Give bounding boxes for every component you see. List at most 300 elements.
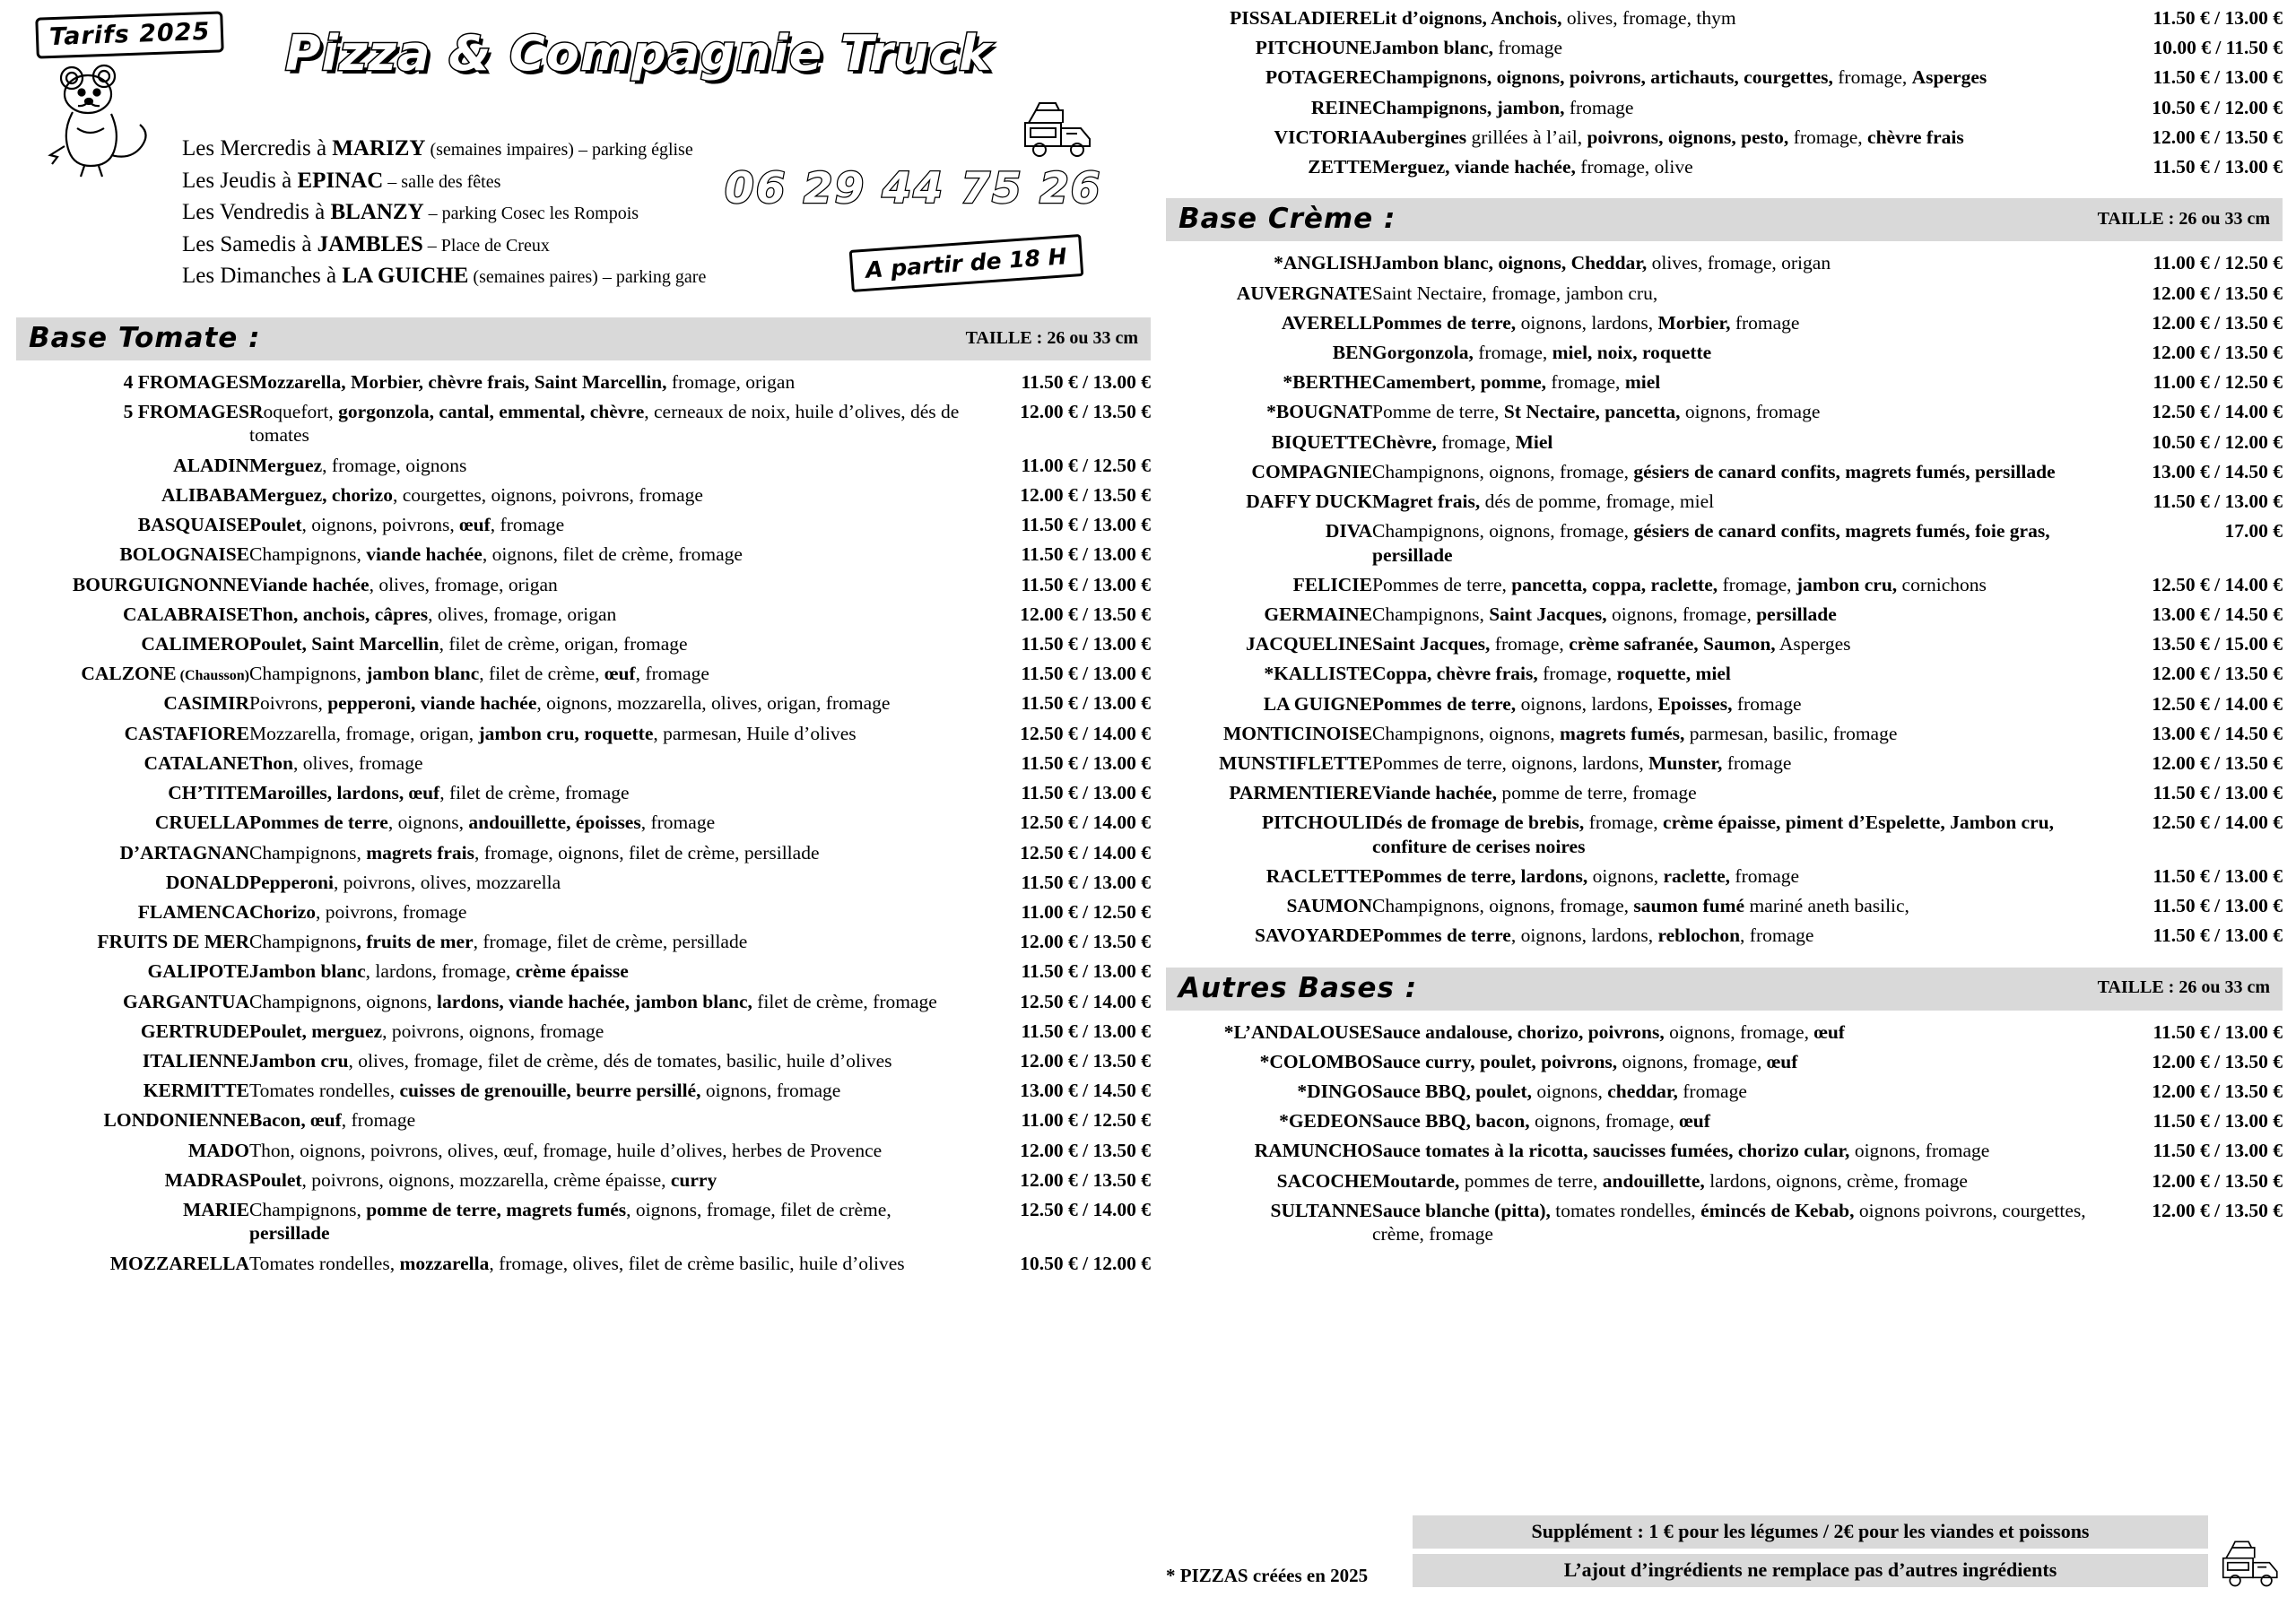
menu-item-name: *ANGLISH xyxy=(1274,252,1372,274)
schedule-item xyxy=(182,165,706,197)
menu-item-name: REINE xyxy=(1310,96,1372,118)
menu-item-name: ZETTE xyxy=(1308,156,1372,178)
section-title: Autres Bases : xyxy=(1178,971,1418,1004)
menu-item-name: ALIBABA xyxy=(161,483,249,506)
food-truck-icon-footer xyxy=(2215,1525,2287,1593)
menu-item-price: 12.50 € / 14.00 € xyxy=(2152,812,2283,834)
menu-item-price: 13.00 € / 14.50 € xyxy=(1020,1080,1151,1102)
menu-item-name: ALADIN xyxy=(173,454,249,476)
menu-item-price: 13.00 € / 14.50 € xyxy=(2152,722,2283,744)
menu-item-price: 12.00 € / 13.50 € xyxy=(1020,1050,1151,1072)
menu-item-name: *COLOMBO xyxy=(1259,1050,1372,1072)
menu-row xyxy=(1166,281,2283,310)
mouse-mascot-icon xyxy=(32,56,185,178)
menu-item-name: PARMENTIERE xyxy=(1229,782,1372,804)
menu-row xyxy=(1166,1108,2283,1138)
footer xyxy=(1166,1515,2287,1593)
menu-item-description: Pommes de terre, oignons, lardons, Morbier, fromage xyxy=(1372,311,1800,334)
schedule-note: (semaines paires) xyxy=(468,267,598,287)
menu-item-name: BASQUAISE xyxy=(137,514,249,536)
schedule-day: Les Jeudis à xyxy=(182,168,298,193)
menu-item-price: 11.50 € / 13.00 € xyxy=(1021,692,1151,715)
menu-item-price: 11.50 € / 13.00 € xyxy=(2152,864,2283,887)
menu-item-name: GERTRUDE xyxy=(140,1020,249,1042)
menu-row xyxy=(1166,310,2283,340)
menu-row xyxy=(1166,1020,2283,1049)
menu-item-description: Poulet, merguez, poivrons, oignons, fromage xyxy=(249,1020,604,1042)
menu-row xyxy=(16,1048,1151,1078)
menu-row xyxy=(16,1197,1151,1250)
menu-item-name: LA GUIGNE xyxy=(1263,692,1372,715)
menu-row xyxy=(1166,1198,2283,1251)
menu-item-price: 12.50 € / 14.00 € xyxy=(1020,812,1151,834)
menu-row xyxy=(16,1019,1151,1048)
menu-item-description: Bacon, œuf, fromage xyxy=(249,1109,416,1132)
menu-row xyxy=(16,1167,1151,1197)
menu-item-name: ITALIENNE xyxy=(142,1050,249,1072)
menu-item-name: FELICIE xyxy=(1292,573,1372,595)
menu-item-price: 11.50 € / 13.00 € xyxy=(2152,7,2283,29)
menu-item-name: CASTAFIORE xyxy=(124,722,249,744)
menu-item-description: Sauce BBQ, bacon, oignons, fromage, œuf xyxy=(1372,1110,1710,1133)
menu-item-name: GARGANTUA xyxy=(123,990,249,1012)
menu-item-description: Merguez, chorizo, courgettes, oignons, poivrons, fromage xyxy=(249,483,703,506)
menu-row xyxy=(16,631,1151,661)
menu-item-name: MOZZARELLA xyxy=(109,1252,249,1274)
menu-row xyxy=(1166,864,2283,893)
menu-item-name: *BOUGNAT xyxy=(1266,401,1372,423)
schedule-day: Les Mercredis à xyxy=(182,136,333,161)
menu-table-base-tomate xyxy=(16,369,1151,1280)
menu-item-name: MONTICINOISE xyxy=(1222,722,1372,744)
menu-row xyxy=(1166,340,2283,369)
menu-item-price: 12.00 € / 13.50 € xyxy=(1020,603,1151,625)
menu-row xyxy=(1166,780,2283,810)
menu-item-price: 11.50 € / 13.00 € xyxy=(2152,1140,2283,1162)
menu-item-price: 11.50 € / 13.00 € xyxy=(1021,371,1151,393)
menu-item-description: Sauce tomates à la ricotta, saucisses fumées, chorizo cular, oignons, fromage xyxy=(1372,1140,1990,1162)
menu-row xyxy=(1166,489,2283,518)
schedule-note2: – parking gare xyxy=(597,267,707,287)
section-banner-base-creme xyxy=(1166,198,2283,241)
menu-item-description: Jambon blanc, lardons, fromage, crème épaisse xyxy=(249,960,629,983)
menu-row xyxy=(16,1251,1151,1280)
menu-item-name: PITCHOUNE xyxy=(1255,37,1372,59)
menu-item-name: CASIMIR xyxy=(163,692,249,715)
menu-item-name: FLAMENCA xyxy=(137,900,249,923)
menu-row xyxy=(1166,631,2283,661)
menu-row xyxy=(16,661,1151,690)
menu-item-description: Pommes de terre, oignons, lardons, Munster, fromage xyxy=(1372,752,1792,775)
menu-item-price: 11.50 € / 13.00 € xyxy=(2152,895,2283,917)
menu-item-name: DONALD xyxy=(165,871,249,893)
menu-item-description: Pommes de terre, oignons, lardons, Epoisses, fromage xyxy=(1372,692,1802,715)
menu-row xyxy=(16,959,1151,988)
schedule-place: EPINAC xyxy=(297,168,384,193)
menu-item-description: Mozzarella, Morbier, chèvre frais, Saint Marcellin, fromage, origan xyxy=(249,371,796,393)
menu-row xyxy=(16,482,1151,512)
tarifs-badge: Tarifs 2025 xyxy=(35,11,224,58)
menu-item-description: Pepperoni, poivrons, olives, mozzarella xyxy=(249,871,561,893)
menu-table-autres-bases xyxy=(1166,1020,2283,1252)
menu-item-name: AUVERGNATE xyxy=(1236,282,1372,304)
menu-item-description: Saint Jacques, fromage, crème safranée, Saumon, Asperges xyxy=(1372,633,1851,655)
menu-row xyxy=(16,899,1151,929)
menu-item-name: DIVA xyxy=(1325,520,1372,542)
menu-row xyxy=(1166,721,2283,751)
menu-item-description: Champignons, oignons, lardons, viande hachée, jambon blanc, filet de crème, fromage xyxy=(249,990,937,1012)
menu-item-price: 11.50 € / 13.00 € xyxy=(1021,573,1151,595)
menu-row xyxy=(16,989,1151,1019)
menu-item-description: Merguez, fromage, oignons xyxy=(249,454,467,476)
menu-item-price: 12.00 € / 13.50 € xyxy=(1020,931,1151,953)
menu-item-price: 11.00 € / 12.50 € xyxy=(2152,252,2283,274)
menu-item-description: Viande hachée, pomme de terre, fromage xyxy=(1372,782,1697,804)
menu-item-description: Champignons, oignons, poivrons, artichauts, courgettes, fromage, Asperges xyxy=(1372,66,1987,89)
menu-item-description: Pommes de terre, oignons, lardons, reblochon, fromage xyxy=(1372,924,1814,947)
menu-item-price: 11.50 € / 13.00 € xyxy=(1021,751,1151,774)
menu-item-description: Jambon blanc, fromage xyxy=(1372,37,1563,59)
menu-item-description: Thon, oignons, poivrons, olives, œuf, fromage, huile d’olives, herbes de Provence xyxy=(249,1139,883,1161)
schedule-place: BLANZY xyxy=(330,200,424,224)
schedule-note2: – Place de Creux xyxy=(422,235,550,256)
menu-row xyxy=(16,751,1151,780)
menu-item-description: Poulet, Saint Marcellin, filet de crème, origan, fromage xyxy=(249,632,688,655)
menu-item-description: Champignons, oignons, fromage, gésiers de canard confits, magrets fumés, foie gras, persillade xyxy=(1372,520,2050,566)
section-banner-autres-bases xyxy=(1166,968,2283,1011)
schedule-day: Les Dimanches à xyxy=(182,264,343,288)
menu-row xyxy=(16,929,1151,959)
menu-item-description: Maroilles, lardons, œuf, filet de crème, fromage xyxy=(249,782,630,804)
menu-item-name: *BERTHE xyxy=(1283,371,1372,394)
menu-item-price: 11.50 € / 13.00 € xyxy=(1021,1020,1151,1042)
menu-row xyxy=(1166,459,2283,489)
menu-item-name: RAMUNCHO xyxy=(1254,1140,1372,1162)
page-title: Pizza & Compagnie Truck xyxy=(285,25,993,82)
menu-item-price: 11.50 € / 13.00 € xyxy=(1021,514,1151,536)
menu-item-name: FRUITS DE MER xyxy=(97,931,249,953)
menu-item-description: Jambon cru, olives, fromage, filet de crème, dés de tomates, basilic, huile d’olives xyxy=(249,1050,892,1072)
menu-item-price: 12.00 € / 13.50 € xyxy=(2152,663,2283,685)
menu-item-price: 12.00 € / 13.50 € xyxy=(2152,282,2283,304)
menu-item-name: RACLETTE xyxy=(1265,864,1372,887)
menu-item-description: Jambon blanc, oignons, Cheddar, olives, fromage, origan xyxy=(1372,252,1831,274)
menu-table-base-tomate-continued xyxy=(1166,5,2283,184)
menu-item-price: 11.50 € / 13.00 € xyxy=(1021,960,1151,983)
menu-row xyxy=(16,542,1151,571)
menu-row xyxy=(1166,518,2283,571)
menu-item-price: 12.50 € / 14.00 € xyxy=(2152,401,2283,423)
menu-row xyxy=(1166,602,2283,631)
menu-item-name: CALABRAISE xyxy=(123,603,249,625)
menu-row xyxy=(1166,810,2283,863)
menu-item-name: *DINGO xyxy=(1297,1081,1372,1102)
menu-item-name: POTAGERE xyxy=(1265,66,1372,89)
menu-item-name: 5 FROMAGES xyxy=(123,401,249,423)
menu-item-description: Sauce curry, poulet, poivrons, oignons, fromage, œuf xyxy=(1372,1050,1798,1072)
menu-row xyxy=(16,572,1151,602)
menu-row xyxy=(16,399,1151,452)
menu-row xyxy=(1166,1049,2283,1079)
menu-item-price: 10.00 € / 11.50 € xyxy=(2152,37,2283,59)
menu-item-price: 11.50 € / 13.00 € xyxy=(2152,1020,2283,1043)
menu-row xyxy=(1166,661,2283,690)
menu-item-description: Chorizo, poivrons, fromage xyxy=(249,900,467,923)
menu-item-price: 13.00 € / 14.50 € xyxy=(2152,460,2283,482)
menu-item-name: MARIE xyxy=(182,1199,249,1221)
menu-item-name: CH’TITE xyxy=(168,782,249,804)
menu-item-price: 10.50 € / 12.00 € xyxy=(2152,96,2283,118)
menu-item-price: 11.00 € / 12.50 € xyxy=(1021,454,1151,476)
schedule-item xyxy=(182,229,706,261)
menu-item-name: COMPAGNIE xyxy=(1251,460,1372,482)
menu-item-description: Champignons, viande hachée, oignons, filet de crème, fromage xyxy=(249,543,743,566)
menu-item-description: Champignons, Saint Jacques, oignons, fromage, persillade xyxy=(1372,603,1837,625)
schedule-list xyxy=(182,133,706,292)
menu-item-name: MUNSTIFLETTE xyxy=(1219,752,1372,775)
menu-row xyxy=(1166,751,2283,780)
menu-item-description: Pommes de terre, lardons, oignons, raclette, fromage xyxy=(1372,864,1800,887)
menu-item-description: Gorgonzola, fromage, miel, noix, roquette xyxy=(1372,341,1712,363)
menu-item-description: Saint Nectaire, fromage, jambon cru, xyxy=(1372,282,1658,304)
schedule-item xyxy=(182,260,706,292)
food-truck-icon xyxy=(1016,83,1101,164)
schedule-place: JAMBLES xyxy=(317,231,423,256)
menu-item-name: CALIMERO xyxy=(141,632,249,655)
menu-item-price: 13.50 € / 15.00 € xyxy=(2152,633,2283,655)
menu-row xyxy=(16,512,1151,542)
menu-item-name: SACOCHE xyxy=(1276,1169,1372,1192)
menu-item-name: GALIPOTE xyxy=(147,960,249,983)
menu-item-name: BEN xyxy=(1332,341,1372,363)
menu-row xyxy=(16,369,1151,399)
menu-item-name: SAUMON xyxy=(1286,895,1372,917)
menu-item-price: 12.50 € / 14.00 € xyxy=(1020,990,1151,1012)
menu-row xyxy=(1166,95,2283,125)
menu-item-description: Pomme de terre, St Nectaire, pancetta, oignons, fromage xyxy=(1372,401,1821,423)
menu-item-name: PISSALADIERE xyxy=(1230,7,1372,29)
menu-item-description: Pommes de terre, oignons, andouillette, époisses, fromage xyxy=(249,812,716,834)
schedule-item xyxy=(182,133,706,165)
menu-row xyxy=(16,721,1151,751)
menu-item-price: 11.50 € / 13.00 € xyxy=(2152,1110,2283,1133)
menu-item-description: Champignons, fruits de mer, fromage, filet de crème, persillade xyxy=(249,931,748,953)
schedule-item xyxy=(182,196,706,229)
menu-row xyxy=(16,870,1151,899)
menu-item-description: Champignons, oignons, fromage, saumon fumé mariné aneth basilic, xyxy=(1372,895,1909,917)
menu-item-description: Thon, olives, fromage xyxy=(249,751,423,774)
menu-item-price: 12.50 € / 14.00 € xyxy=(1020,722,1151,744)
menu-item-description: Sauce blanche (pitta), tomates rondelles, émincés de Kebab, oignons poivrons, courgettes, crème, fromage xyxy=(1372,1199,2086,1245)
menu-item-price: 11.50 € / 13.00 € xyxy=(2152,490,2283,513)
menu-row xyxy=(1166,572,2283,602)
menu-item-price: 11.00 € / 12.50 € xyxy=(1021,900,1151,923)
menu-item-description: Champignons, magrets frais, fromage, oignons, filet de crème, persillade xyxy=(249,841,820,864)
menu-item-name: SULTANNE xyxy=(1270,1199,1372,1221)
menu-row xyxy=(1166,399,2283,429)
menu-item-name: BOURGUIGNONNE xyxy=(72,573,249,595)
menu-row xyxy=(1166,5,2283,35)
menu-item-price: 11.50 € / 13.00 € xyxy=(2152,924,2283,947)
menu-row xyxy=(16,1078,1151,1107)
left-column xyxy=(16,7,1151,1280)
menu-item-name: DAFFY DUCK xyxy=(1246,490,1372,513)
section-size-label: TAILLE : 26 ou 33 cm xyxy=(965,327,1138,348)
menu-row xyxy=(16,780,1151,810)
menu-row xyxy=(1166,1138,2283,1167)
menu-row xyxy=(1166,250,2283,280)
menu-row xyxy=(1166,1168,2283,1198)
menu-row xyxy=(1166,154,2283,184)
menu-item-name: *L’ANDALOUSE xyxy=(1223,1020,1372,1043)
menu-item-description: Dés de fromage de brebis, fromage, crème épaisse, piment d’Espelette, Jambon cru, confiture de cerises noires xyxy=(1372,812,2054,857)
supplement-box xyxy=(1413,1515,2208,1593)
schedule-note2: – parking Cosec les Rompois xyxy=(423,204,639,223)
menu-item-price: 11.00 € / 12.50 € xyxy=(2152,371,2283,394)
menu-header xyxy=(16,7,1151,303)
menu-item-description: Sauce andalouse, chorizo, poivrons, oignons, fromage, œuf xyxy=(1372,1020,1845,1043)
menu-item-price: 12.00 € / 13.50 € xyxy=(2152,1169,2283,1192)
menu-row xyxy=(1166,893,2283,923)
supplement-line-2: L’ajout d’ingrédients ne remplace pas d’autres ingrédients xyxy=(1413,1554,2208,1587)
menu-item-description: Tomates rondelles, mozzarella, fromage, olives, filet de crème basilic, huile d’olives xyxy=(249,1252,905,1274)
menu-item-price: 12.00 € / 13.50 € xyxy=(1020,483,1151,506)
menu-item-description: Aubergines grillées à l’ail, poivrons, oignons, pesto, fromage, chèvre frais xyxy=(1372,126,1964,148)
menu-item-price: 11.00 € / 12.50 € xyxy=(1021,1109,1151,1132)
menu-item-price: 12.00 € / 13.50 € xyxy=(1020,401,1151,423)
menu-item-name-suffix: (Chausson) xyxy=(176,668,249,684)
schedule-place: LA GUICHE xyxy=(342,264,469,288)
menu-row xyxy=(1166,1079,2283,1108)
schedule-note2: – salle des fêtes xyxy=(383,171,501,192)
menu-row xyxy=(16,840,1151,870)
menu-item-description: Pommes de terre, pancetta, coppa, raclette, fromage, jambon cru, cornichons xyxy=(1372,573,1987,595)
new-pizzas-note: * PIZZAS créées en 2025 xyxy=(1166,1565,1369,1586)
menu-item-description: Merguez, viande hachée, fromage, olive xyxy=(1372,156,1693,178)
menu-item-name: MADRAS xyxy=(164,1168,249,1191)
menu-row xyxy=(1166,125,2283,154)
menu-item-description: Magret frais, dés de pomme, fromage, miel xyxy=(1372,490,1715,513)
section-title: Base Crème : xyxy=(1178,203,1396,236)
menu-item-price: 12.00 € / 13.50 € xyxy=(1020,1139,1151,1161)
right-column xyxy=(1166,0,2283,1251)
menu-row xyxy=(1166,65,2283,94)
menu-item-price: 11.50 € / 13.00 € xyxy=(1021,543,1151,566)
menu-row xyxy=(16,453,1151,482)
menu-item-name: AVERELL xyxy=(1281,311,1372,334)
menu-item-description: Moutarde, pommes de terre, andouillette, lardons, oignons, crème, fromage xyxy=(1372,1169,1968,1192)
menu-item-name: PITCHOULI xyxy=(1261,812,1372,834)
menu-item-name: *KALLISTE xyxy=(1264,663,1372,685)
menu-item-price: 11.50 € / 13.00 € xyxy=(1021,663,1151,685)
menu-item-name: CALZONE (Chausson) xyxy=(81,663,249,685)
menu-item-price: 10.50 € / 12.00 € xyxy=(1020,1252,1151,1274)
menu-row xyxy=(16,602,1151,631)
section-banner-base-tomate xyxy=(16,317,1151,360)
menu-item-price: 12.00 € / 13.50 € xyxy=(2152,311,2283,334)
menu-item-name: CATALANE xyxy=(144,751,249,774)
menu-row xyxy=(1166,923,2283,952)
menu-item-price: 12.00 € / 13.50 € xyxy=(2152,1050,2283,1072)
menu-item-price: 12.50 € / 14.00 € xyxy=(1020,1199,1151,1221)
menu-item-description: Mozzarella, fromage, origan, jambon cru, roquette, parmesan, Huile d’olives xyxy=(249,722,857,744)
menu-item-name: VICTORIA xyxy=(1274,126,1372,148)
menu-item-price: 10.50 € / 12.00 € xyxy=(2152,430,2283,453)
menu-item-price: 12.00 € / 13.50 € xyxy=(2152,126,2283,148)
menu-row xyxy=(16,810,1151,839)
menu-item-price: 17.00 € xyxy=(2224,520,2283,542)
menu-item-price: 12.50 € / 14.00 € xyxy=(2152,692,2283,715)
menu-item-price: 11.50 € / 13.00 € xyxy=(2152,66,2283,89)
menu-item-description: Camembert, pomme, fromage, miel xyxy=(1372,371,1661,394)
menu-item-name: SAVOYARDE xyxy=(1254,924,1372,947)
menu-item-name: BIQUETTE xyxy=(1271,430,1372,453)
menu-item-name: LONDONIENNE xyxy=(103,1109,249,1132)
menu-item-name: CRUELLA xyxy=(154,812,249,834)
menu-item-description: Chèvre, fromage, Miel xyxy=(1372,430,1553,453)
menu-item-description: Poulet, oignons, poivrons, œuf, fromage xyxy=(249,514,565,536)
menu-item-description: Poivrons, pepperoni, viande hachée, oignons, mozzarella, olives, origan, fromage xyxy=(249,692,891,715)
menu-row xyxy=(1166,691,2283,721)
menu-item-description: Roquefort, gorgonzola, cantal, emmental, chèvre, cerneaux de noix, huile d’olives, dés de tomates xyxy=(249,401,960,447)
menu-item-price: 12.00 € / 13.50 € xyxy=(2152,752,2283,775)
menu-item-name: MADO xyxy=(187,1139,249,1161)
menu-row xyxy=(16,1107,1151,1137)
menu-item-price: 12.00 € / 13.50 € xyxy=(2152,341,2283,363)
menu-row xyxy=(16,1138,1151,1167)
menu-item-description: Champignons, pomme de terre, magrets fumés, oignons, fromage, filet de crème, persillade xyxy=(249,1199,891,1245)
section-size-label: TAILLE : 26 ou 33 cm xyxy=(2097,208,2270,229)
menu-item-description: Champignons, jambon, fromage xyxy=(1372,96,1634,118)
menu-item-name: JACQUELINE xyxy=(1246,633,1372,655)
menu-table-base-creme xyxy=(1166,250,2283,952)
menu-item-description: Coppa, chèvre frais, fromage, roquette, miel xyxy=(1372,663,1731,685)
schedule-day: Les Vendredis à xyxy=(182,200,331,224)
menu-row xyxy=(1166,369,2283,399)
menu-item-price: 13.00 € / 14.50 € xyxy=(2152,603,2283,625)
menu-item-description: Poulet, poivrons, oignons, mozzarella, crème épaisse, curry xyxy=(249,1168,718,1191)
menu-item-description: Sauce BBQ, poulet, oignons, cheddar, fromage xyxy=(1372,1081,1747,1102)
menu-row xyxy=(16,690,1151,720)
menu-item-name: GERMAINE xyxy=(1264,603,1372,625)
menu-item-name: D’ARTAGNAN xyxy=(119,841,249,864)
menu-item-description: Champignons, oignons, fromage, gésiers de canard confits, magrets fumés, persillade xyxy=(1372,460,2056,482)
schedule-note: (semaines impaires) xyxy=(425,140,574,160)
section-size-label: TAILLE : 26 ou 33 cm xyxy=(2097,977,2270,998)
menu-item-price: 12.50 € / 14.00 € xyxy=(1020,841,1151,864)
menu-row xyxy=(1166,430,2283,459)
menu-item-description: Champignons, oignons, magrets fumés, parmesan, basilic, fromage xyxy=(1372,722,1898,744)
supplement-line-1: Supplément : 1 € pour les légumes / 2€ pour les viandes et poissons xyxy=(1413,1515,2208,1549)
menu-item-price: 11.50 € / 13.00 € xyxy=(2152,156,2283,178)
menu-item-price: 12.00 € / 13.50 € xyxy=(1020,1168,1151,1191)
phone-number[interactable]: 06 29 44 75 26 xyxy=(725,164,1102,213)
menu-item-price: 11.50 € / 13.00 € xyxy=(1021,632,1151,655)
menu-item-name: BOLOGNAISE xyxy=(119,543,249,566)
menu-item-name: KERMITTE xyxy=(143,1080,249,1102)
section-title: Base Tomate : xyxy=(29,322,261,354)
menu-item-description: Champignons, jambon blanc, filet de crème, œuf, fromage xyxy=(249,663,709,685)
schedule-day: Les Samedis à xyxy=(182,231,317,256)
menu-item-price: 12.00 € / 13.50 € xyxy=(2152,1081,2283,1102)
menu-item-name: 4 FROMAGES xyxy=(123,371,249,393)
schedule-note2: – parking église xyxy=(573,140,693,160)
menu-item-price: 12.00 € / 13.50 € xyxy=(2152,1199,2283,1221)
menu-item-description: Thon, anchois, câpres, olives, fromage, origan xyxy=(249,603,617,625)
menu-item-price: 11.50 € / 13.00 € xyxy=(2152,782,2283,804)
menu-item-description: Tomates rondelles, cuisses de grenouille, beurre persillé, oignons, fromage xyxy=(249,1080,841,1102)
menu-item-price: 12.50 € / 14.00 € xyxy=(2152,573,2283,595)
